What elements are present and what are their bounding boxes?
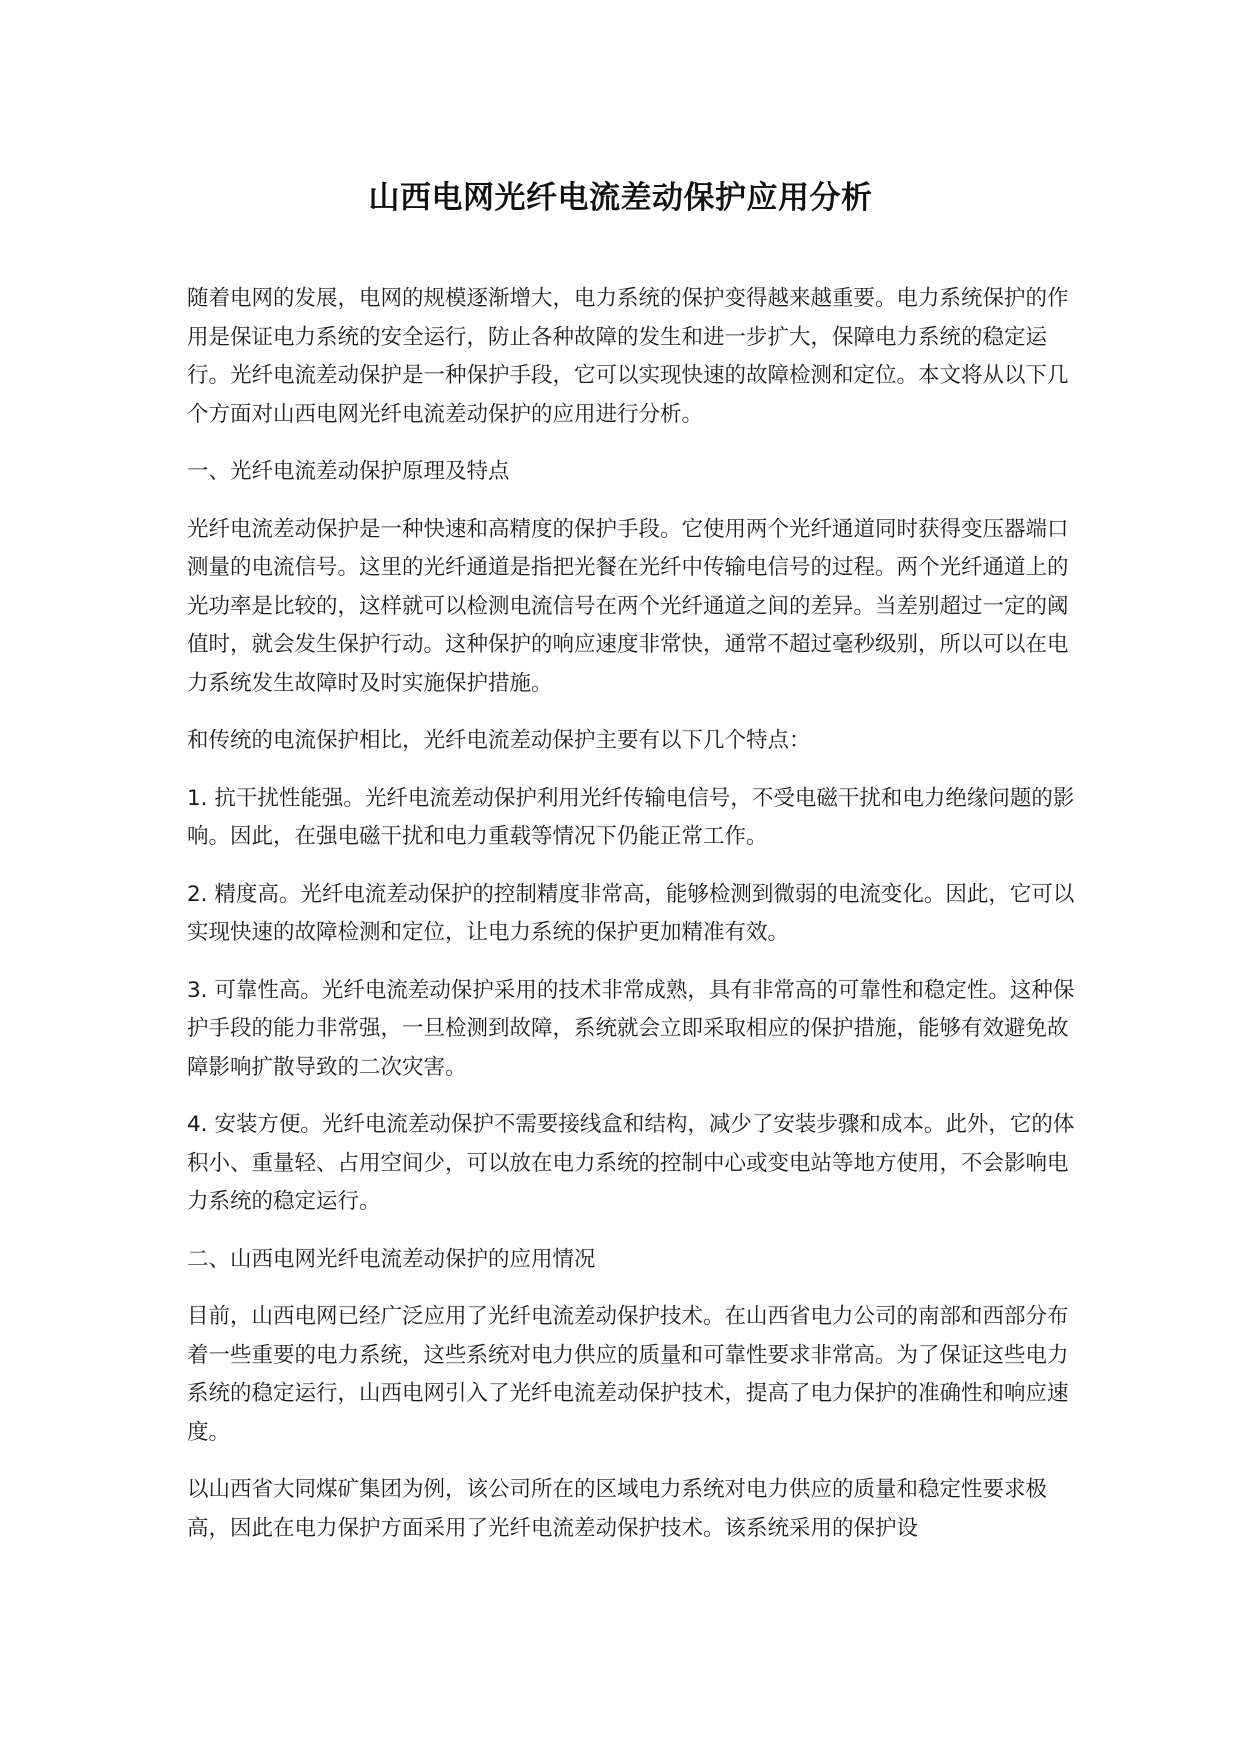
list-item-feature-3: 3. 可靠性高。光纤电流差动保护采用的技术非常成熟，具有非常高的可靠性和稳定性。这种保护手段的能力非常强，一旦检测到故障，系统就会立即采取相应的保护措施，能够有效避免故障影响扩散导致的二次灾害。 (187, 977, 1075, 1080)
section-heading-2: 二、山西电网光纤电流差动保护的应用情况 (187, 1246, 596, 1272)
document-title: 山西电网光纤电流差动保护应用分析 (368, 180, 873, 216)
paragraph-example: 以山西省大同煤矿集团为例，该公司所在的区域电力系统对电力供应的质量和稳定性要求极高，因此在电力保护方面采用了光纤电流差动保护技术。该系统采用的保护设 (187, 1477, 1048, 1541)
section-heading-1: 一、光纤电流差动保护原理及特点 (187, 459, 510, 484)
paragraph-features-intro: 和传统的电流保护相比，光纤电流差动保护主要有以下几个特点： (187, 728, 811, 753)
paragraph-intro: 随着电网的发展，电网的规模逐渐增大，电力系统的保护变得越来越重要。电力系统保护的作用是保证电力系统的安全运行，防止各种故障的发生和进一步扩大，保障电力系统的稳定运行。光纤电流差动保护是一种保护手段，它可以实现快速的故障检测和定位。本文将从以下几个方面对山西电网光纤电流差动保护的应用进行分析。 (187, 286, 1069, 427)
list-item-feature-1: 1. 抗干扰性能强。光纤电流差动保护利用光纤传输电信号，不受电磁干扰和电力绝缘问题的影响。因此，在强电磁干扰和电力重载等情况下仍能正常工作。 (187, 785, 1075, 849)
paragraph-principle: 光纤电流差动保护是一种快速和高精度的保护手段。它使用两个光纤通道同时获得变压器端口测量的电流信号。这里的光纤通道是指把光餐在光纤中传输电信号的过程。两个光纤通道上的光功率是比较的，这样就可以检测电流信号在两个光纤通道之间的差异。当差别超过一定的阈值时，就会发生保护行动。这种保护的响应速度非常快，通常不超过毫秒级别，所以可以在电力系统发生故障时及时实施保护措施。 (187, 516, 1069, 696)
document-body (187, 280, 1077, 1567)
list-item-feature-4: 4. 安装方便。光纤电流差动保护不需要接线盒和结构，减少了安装步骤和成本。此外，它的体积小、重量轻、占用空间少，可以放在电力系统的控制中心或变电站等地方使用，不会影响电力系统的稳定运行。 (187, 1112, 1075, 1214)
paragraph-application: 目前，山西电网已经广泛应用了光纤电流差动保护技术。在山西省电力公司的南部和西部分布着一些重要的电力系统，这些系统对电力供应的质量和可靠性要求非常高。为了保证这些电力系统的稳定运行，山西电网引入了光纤电流差动保护技术，提高了电力保护的准确性和响应速度。 (187, 1304, 1069, 1445)
list-item-feature-2: 2. 精度高。光纤电流差动保护的控制精度非常高，能够检测到微弱的电流变化。因此，它可以实现快速的故障检测和定位，让电力系统的保护更加精准有效。 (187, 881, 1075, 945)
